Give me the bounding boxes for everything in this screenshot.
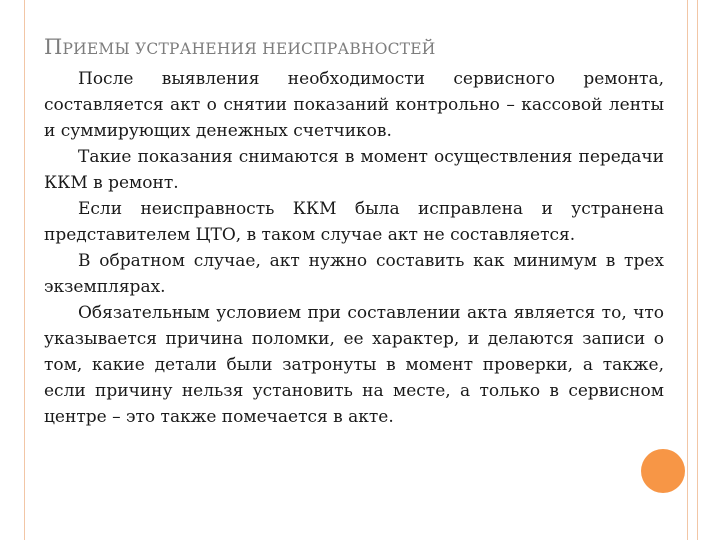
paragraph-readings-moment: Такие показания снимаются в момент осуществления передачи ККМ в ремонт.	[44, 147, 664, 193]
slide-body	[44, 66, 664, 430]
paragraph-mandatory-condition: Обязательным условием при составлении акта является то, что указывается причина поломки, ее характер, и делаются записи о том, какие детали были затронуты в момент проверки, а также, если причину нельзя установить на месте, а только в сервисном центре – это также помечается в акте.	[44, 303, 664, 427]
decorative-orange-circle	[641, 449, 685, 493]
title-first-letter: П	[44, 35, 63, 59]
title-text: РИЕМЫ УСТРАНЕНИЯ НЕИСПРАВНОСТЕЙ	[62, 40, 436, 58]
paragraph-three-copies: В обратном случае, акт нужно составить как минимум в трех экземплярах.	[44, 251, 664, 297]
paragraph-repair-act: После выявления необходимости сервисного ремонта, составляется акт о снятии показаний контрольно – кассовой ленты и суммирующих денежных счетчиков.	[44, 69, 664, 141]
frame-outer-rule	[697, 0, 698, 540]
slide-title	[44, 24, 684, 62]
paragraph-fixed-by-cto: Если неисправность ККМ была исправлена и устранена представителем ЦТО, в таком случае акт не составляется.	[44, 199, 664, 245]
